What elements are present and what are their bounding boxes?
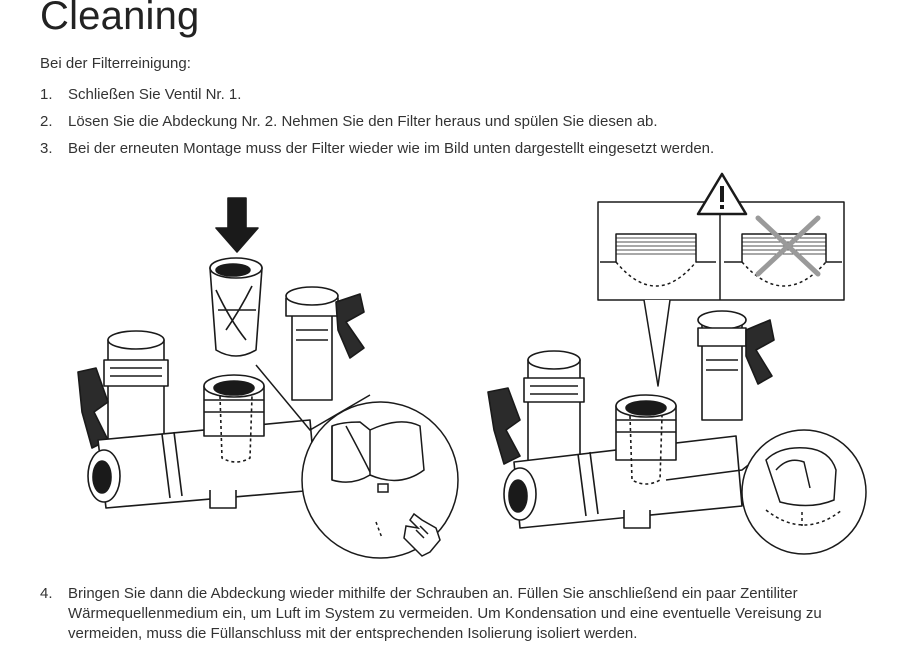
warning-icon — [698, 174, 746, 214]
step-number: 3. — [40, 140, 53, 157]
step-text: Lösen Sie die Abdeckung Nr. 2. Nehmen Sie den Filter heraus und spülen Sie diesen ab. — [68, 113, 658, 130]
filter-orientation-illustration — [480, 170, 870, 570]
list-item — [40, 135, 900, 162]
filter-removal-illustration — [70, 190, 470, 570]
step-number: 2. — [40, 113, 53, 130]
step-text: Bei der erneuten Montage muss der Filter wieder wie im Bild unten dargestellt eingesetzt werden. — [68, 140, 715, 157]
step-text: Bringen Sie dann die Abdeckung wieder mithilfe der Schrauben an. Füllen Sie anschließend ein paar Zentiliter Wärmequellenmedium ein, um Luft im System zu vermeiden. Um Kondensation und eine eventuelle Vereisung zu vermeiden, muss die Füllanschluss mit der entsprechenden Isolierung isoliert werden. — [68, 585, 822, 642]
step-number: 4. — [40, 585, 53, 602]
list-item — [40, 108, 900, 135]
step-text: Schließen Sie Ventil Nr. 1. — [68, 86, 242, 103]
down-arrow-icon — [216, 198, 258, 252]
list-item — [40, 584, 900, 644]
page-title: Cleaning — [40, 0, 200, 38]
step-number: 1. — [40, 86, 53, 103]
list-item — [40, 81, 900, 108]
steps-list — [40, 81, 900, 162]
filter-icon — [210, 258, 262, 356]
intro-text: Bei der Filterreinigung: — [40, 55, 191, 72]
